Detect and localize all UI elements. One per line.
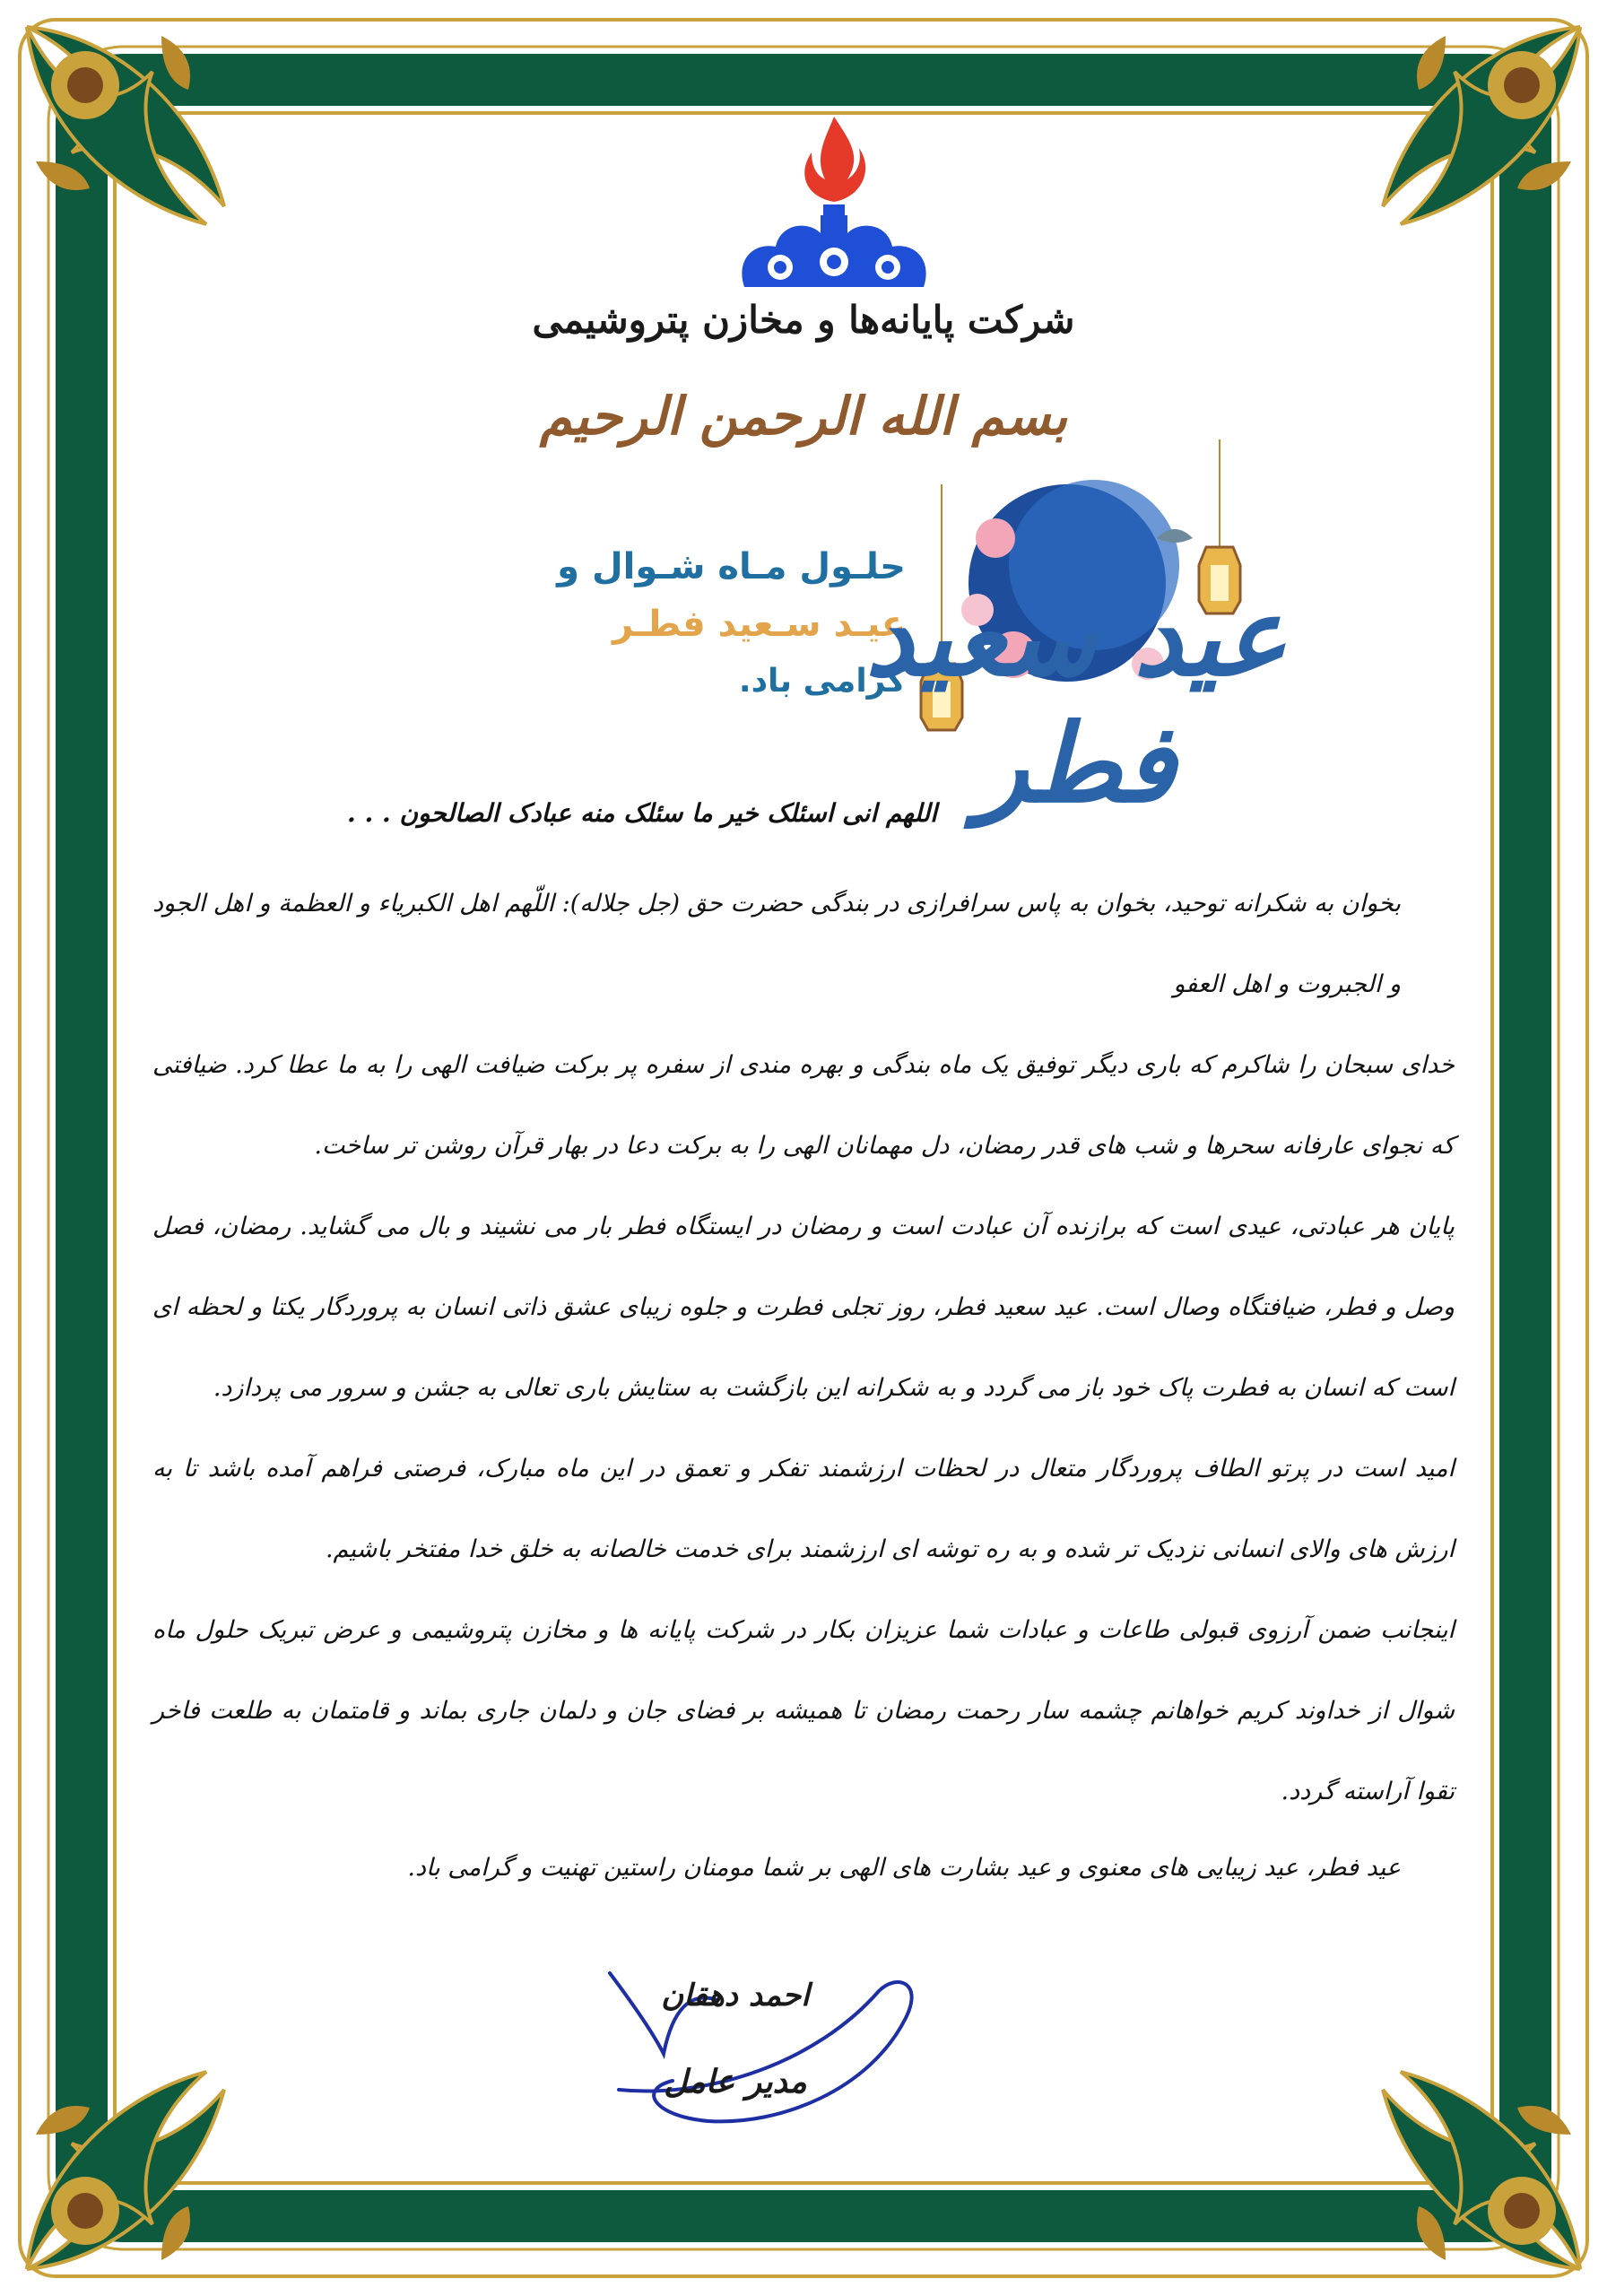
basmala-calligraphy: بسم الله الرحمن الرحیم: [539, 386, 1068, 447]
opening-prayer: اللهم انی اسئلک خیر ما سئلک منه عبادک الصالحون . . .: [347, 798, 937, 828]
company-name: شرکت پایانه‌ها و مخازن پتروشیمی: [532, 298, 1075, 342]
signature-title: مدیر عامل: [664, 2063, 807, 2100]
paragraph-3: پایان هر عبادتی، عیدی است که برازنده آن عبادت است و رمضان در ایستگاه فطر بار می نشیند و بال می گشاید. رمضان، فصل وصل و فطر، ضیافتگاه وصال است. عید سعید فطر، روز تجلی فطرت و جلوه زیبای عشق ذاتی انسان به پروردگار یکتا و لحظه ای است که انسان به فطرت پاک خود باز می گردد و به شکرانه این بازگشت به ستایش باری تعالی به جشن و سرور می پردازد.: [152, 1213, 1455, 1402]
paragraph-2: خدای سبحان را شاکرم که باری دیگر توفیق یک ماه بندگی و بهره مندی از سفره پر برکت ضیافت الهی را به ما عطا کرد. ضیافتی که نجوای عارفانه سحرها و شب های قدر رمضان، دل مهمانان الهی را به برکت دعا در بهار قرآن روشن تر ساخت.: [152, 1051, 1455, 1160]
paragraph-1: بخوان به شکرانه توحید، بخوان به پاس سرافرازی در بندگی حضرت حق (جل جلاله): اللّهم اهل الکبریاء و العظمة و اهل الجود و الجبروت و اهل العفو: [152, 890, 1401, 998]
letter-body: [152, 798, 1455, 1904]
eid-calligraphy: عید سعید فطر: [864, 574, 1288, 827]
greeting-line-1: حلـول مـاه شـوال و: [557, 546, 906, 587]
nioc-flame-logo-icon: [726, 108, 942, 296]
greeting-line-2: عیـد سـعید فطـر: [612, 604, 906, 645]
paragraph-4: امید است در پرتو الطاف پروردگار متعال در لحظات ارزشمند تفکر و تعمق در این ماه مبارک، فرصتی فراهم آمده باشد تا به ارزش های والای انسانی نزدیک تر شده و به ره توشه ای ارزشمند برای خدمت خالصانه به خلق خدا مفتخر باشیم.: [152, 1455, 1455, 1563]
letter-content: [152, 0, 1455, 2296]
closing-line: عید فطر، عید زیبایی های معنوی و عید بشارت های الهی بر شما مومنان راستین تهنیت و گرامی باد.: [407, 1854, 1401, 1882]
greeting-line-3: گرامی باد.: [738, 663, 906, 700]
paragraph-5: اینجانب ضمن آرزوی قبولی طاعات و عبادات شما عزیزان بکار در شرکت پایانه ها و مخازن پتروشیمی و عرض تبریک حلول ماه شوال از خداوند کریم خواهانم چشمه سار رحمت رمضان تا همیشه بر فضای جان و دلمان جاری بماند و قامتمان به طلعت فاخر تقوا آراسته گردد.: [152, 1616, 1455, 1805]
signature-name: احمد دهقان: [661, 1978, 810, 2013]
